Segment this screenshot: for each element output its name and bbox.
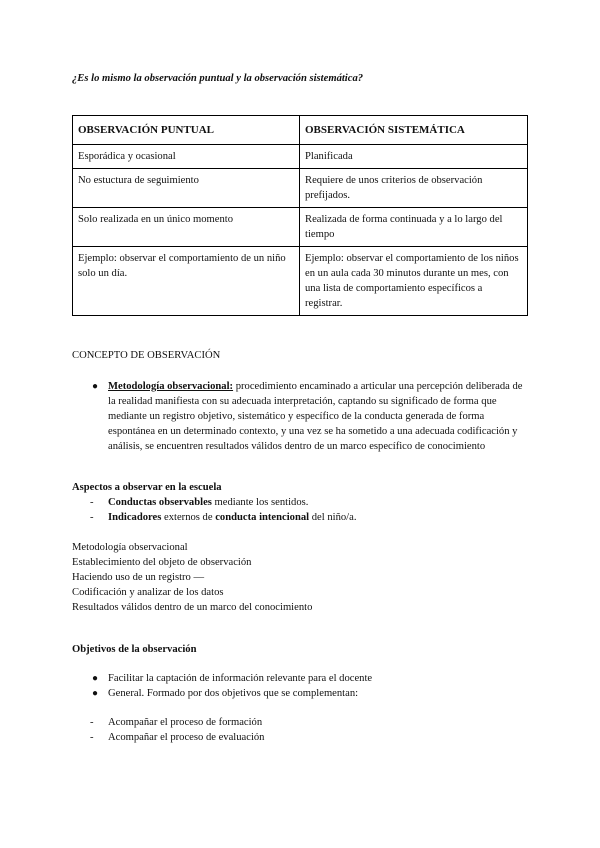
concept-term: Metodología observacional: [108, 381, 234, 392]
list-item: Metodología observacional [72, 542, 188, 553]
table-cell: Planificada [300, 145, 528, 169]
table-cell: Requiere de unos criterios de observación prefijados. [300, 169, 528, 208]
concept-bullet [72, 379, 532, 454]
list-item: - Acompañar el proceso de evaluación [72, 730, 532, 745]
table-cell: Esporádica y ocasional [73, 145, 300, 169]
concept-definition: procedimiento encaminado a articular una percepción deliberada de la realidad manifiesta con su adecuada interpretación, captando su significado de forma que mediante un registro objetivo, sistemático y específico de la conducta generada de forma espontánea en un determinado contexto, y una vez se ha sometido a una adecuada codificación y análisis, se encuentren resultados válidos dentro de un marco específico de conocimiento [108, 381, 523, 452]
list-item: Resultados válidos dentro de un marco del conocimiento [72, 602, 313, 613]
objectives-bullets [72, 671, 532, 701]
comparison-table [72, 115, 528, 316]
steps-list [72, 540, 532, 615]
list-item: Establecimiento del objeto de observación [72, 557, 252, 568]
concept-heading: CONCEPTO DE OBSERVACIÓN [72, 350, 221, 361]
list-item: - Acompañar el proceso de formación [72, 715, 532, 730]
bullet-icon: ● [91, 673, 98, 684]
objectives-heading: Objetivos de la observación [72, 644, 197, 655]
header-puntual: OBSERVACIÓN PUNTUAL [73, 116, 300, 145]
question-title: ¿Es lo mismo la observación puntual y la observación sistemática? [72, 73, 364, 84]
dash-marker: - [90, 732, 94, 743]
table-cell: Ejemplo: observar el comportamiento de los niños en un aula cada 30 minutos durante un mes, con una lista de comportamiento específicos a registrar. [300, 247, 528, 316]
table-cell: No estuctura de seguimiento [73, 169, 300, 208]
bullet-icon: ● [91, 381, 98, 392]
bullet-icon: ● [91, 688, 98, 699]
table-row [73, 247, 528, 316]
table-cell: Realizada de forma continuada y a lo largo del tiempo [300, 208, 528, 247]
dash-marker: - [90, 512, 94, 523]
table-row [73, 208, 528, 247]
table-cell: Solo realizada en un único momento [73, 208, 300, 247]
list-item: ● Facilitar la captación de información relevante para el docente [72, 671, 532, 686]
list-item: - Indicadores externos de conducta intencional del niño/a. [72, 510, 532, 525]
aspects-heading: Aspectos a observar en la escuela [72, 482, 222, 493]
table-header-row [73, 116, 528, 145]
dash-marker: - [90, 497, 94, 508]
objectives-dashes [72, 715, 532, 745]
list-item: ● General. Formado por dos objetivos que se complementan: [72, 686, 532, 701]
header-sistematica: OBSERVACIÓN SISTEMÁTICA [300, 116, 528, 145]
dash-marker: - [90, 717, 94, 728]
aspects-list [72, 495, 532, 525]
list-item: Codificación y analizar de los datos [72, 587, 224, 598]
list-item: - Conductas observables mediante los sentidos. [72, 495, 532, 510]
list-item: Haciendo uso de un registro — [72, 572, 205, 583]
table-cell: Ejemplo: observar el comportamiento de un niño solo un día. [73, 247, 300, 316]
table-row [73, 169, 528, 208]
table-row [73, 145, 528, 169]
